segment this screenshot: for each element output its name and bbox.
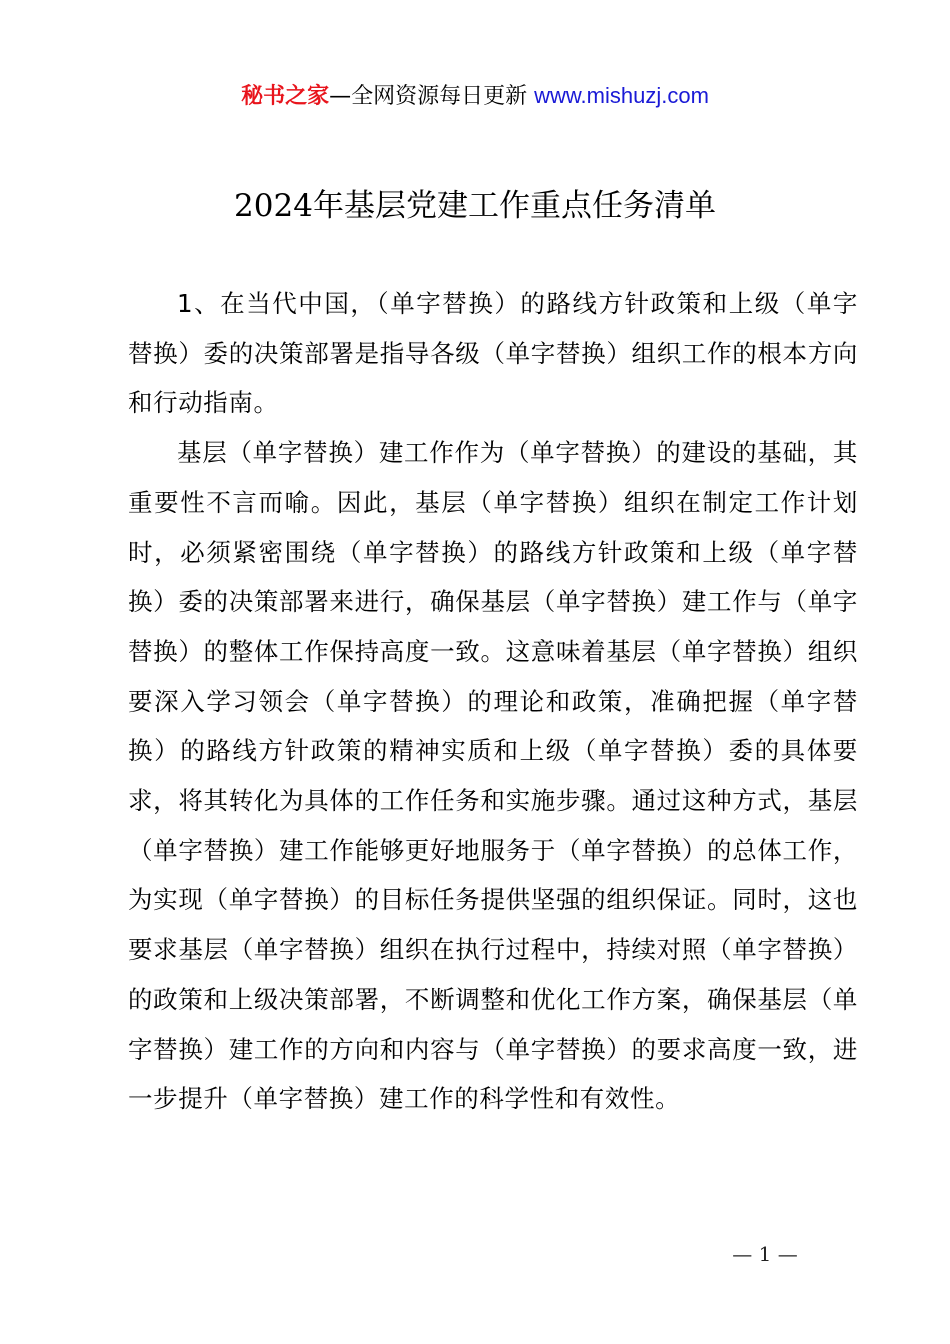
document-body [128, 279, 858, 1124]
site-header [0, 80, 950, 113]
paragraph-2: 基层（单字替换）建工作作为（单字替换）的建设的基础，其重要性不言而喻。因此，基层（单字替换）组织在制定工作计划时，必须紧密围绕（单字替换）的路线方针政策和上级（单字替换）委的决策部署来进行，确保基层（单字替换）建工作与（单字替换）的整体工作保持高度一致。这意味着基层（单字替换）组织要深入学习领会（单字替换）的理论和政策，准确把握（单字替换）的路线方针政策的精神实质和上级（单字替换）委的具体要求，将其转化为具体的工作任务和实施步骤。通过这种方式，基层（单字替换）建工作能够更好地服务于（单字替换）的总体工作，为实现（单字替换）的目标任务提供坚强的组织保证。同时，这也要求基层（单字替换）组织在执行过程中，持续对照（单字替换）的政策和上级决策部署，不断调整和优化工作方案，确保基层（单字替换）建工作的方向和内容与（单字替换）的要求高度一致，进一步提升（单字替换）建工作的科学性和有效性。 [128, 438, 858, 1114]
site-url-link[interactable]: www.mishuzj.com [534, 83, 709, 108]
site-tagline: —全网资源每日更新 [329, 84, 535, 109]
page-number: — 1 — [732, 1242, 798, 1266]
paragraph-1: 1、在当代中国，（单字替换）的路线方针政策和上级（单字替换）委的决策部署是指导各级（单字替换）组织工作的根本方向和行动指南。 [128, 289, 858, 418]
site-brand: 秘书之家 [241, 84, 330, 109]
document-title: 2024年基层党建工作重点任务清单 [234, 188, 716, 224]
